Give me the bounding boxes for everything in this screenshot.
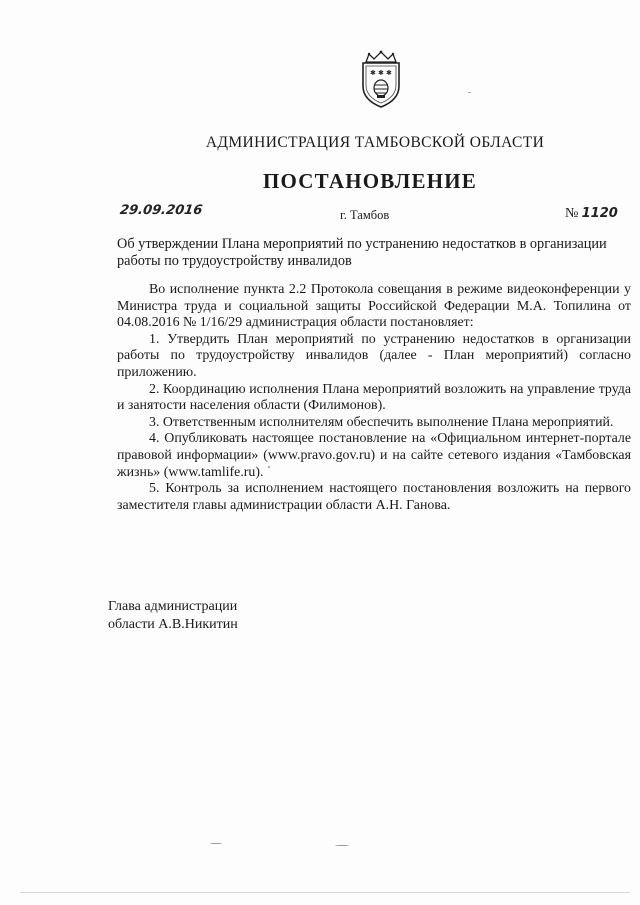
signature-block bbox=[108, 598, 238, 634]
preamble-paragraph: Во исполнение пункта 2.2 Протокола совещания в режиме видеоконференции у Министра труда и социальной защиты Российской Федерации М.А. Топилина от 04.08.2016 № 1/16/29 администрация области постановляет: bbox=[117, 282, 631, 331]
scan-speck bbox=[268, 466, 270, 468]
document-date: 29.09.2016 bbox=[118, 203, 204, 218]
document-type-title: ПОСТАНОВЛЕНИЕ bbox=[262, 169, 478, 193]
document-subject: Об утверждении Плана мероприятий по устранению недостатков в организации работы по трудоустройству инвалидов bbox=[117, 236, 607, 269]
document-body bbox=[117, 282, 631, 514]
document-city: г. Тамбов bbox=[340, 208, 390, 222]
list-item: 5. Контроль за исполнением настоящего постановления возложить на первого заместителя главы администрации области А.Н. Ганова. bbox=[117, 481, 631, 513]
scan-edge-line bbox=[20, 892, 630, 893]
scan-speck bbox=[468, 92, 471, 93]
svg-text:✱: ✱ bbox=[386, 69, 392, 77]
tambov-coat-of-arms-icon bbox=[356, 50, 406, 110]
list-item: 1. Утвердить План мероприятий по устранению недостатков в организации работы по трудоустройству инвалидов (далее - План мероприятий) согласно приложению. bbox=[117, 331, 631, 380]
document-number bbox=[565, 205, 618, 222]
signature-position: Глава администрации bbox=[108, 599, 238, 614]
organization-name: АДМИНИСТРАЦИЯ ТАМБОВСКОЙ ОБЛАСТИ bbox=[205, 134, 545, 151]
svg-text:✱: ✱ bbox=[378, 69, 384, 77]
list-item: 3. Ответственным исполнителям обеспечить выполнение Плана мероприятий. bbox=[149, 414, 614, 430]
svg-text:✱: ✱ bbox=[370, 69, 376, 77]
list-item: 4. Опубликовать настоящее постановление на «Официальном интернет-портале правовой информации» (www.pravo.gov.ru) и на сайте сетевого издания «Тамбовская жизнь» (www.tamlife.ru). bbox=[117, 431, 631, 480]
scan-speck bbox=[335, 845, 349, 846]
number-sign: № bbox=[565, 206, 579, 221]
number-value: 1120 bbox=[581, 206, 618, 221]
signature-name: области А.В.Никитин bbox=[108, 617, 238, 632]
list-item: 2. Координацию исполнения Плана мероприятий возложить на управление труда и занятости населения области (Филимонов). bbox=[117, 381, 631, 414]
scan-speck bbox=[210, 843, 222, 844]
